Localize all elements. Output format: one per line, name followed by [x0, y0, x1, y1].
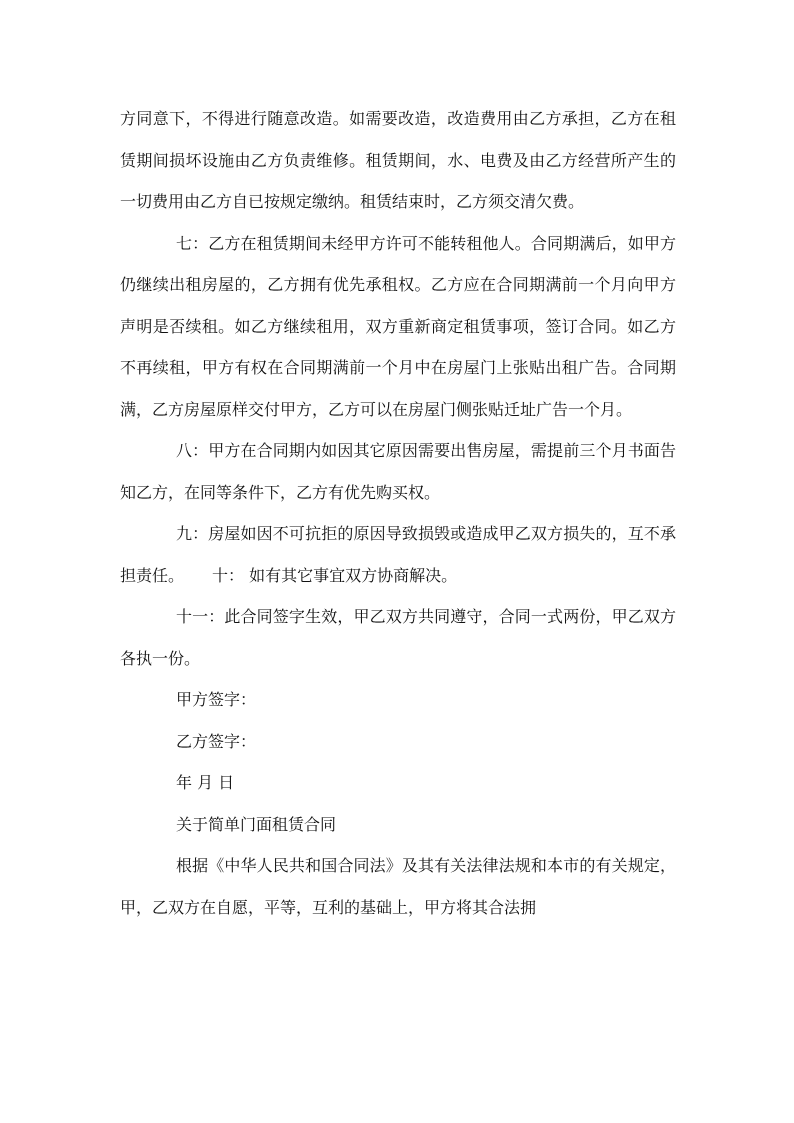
section-title: 关于简单门面租赁合同	[176, 814, 337, 834]
clause-10-text: 十： 如有其它事宜双方协商解决。	[212, 565, 458, 585]
date-line: 年 月 日	[176, 773, 235, 792]
paragraph-preamble: 根据《中华人民共和国合同法》及其有关法律法规和本市的有关规定，甲，乙双方在自愿，平等，互利的基础上，甲方将其合法拥	[120, 856, 676, 917]
party-b-signature-line: 乙方签字：	[176, 731, 257, 751]
paragraph-clause-9-10	[120, 513, 676, 596]
clause-9-text: 九：房屋如因不可抗拒的原因导致损毁或造成甲乙双方损失的，互不承担责任。	[120, 524, 676, 585]
party-a-signature-line: 甲方签字：	[176, 690, 257, 709]
document-body	[120, 98, 676, 928]
paragraph-continuation: 方同意下，不得进行随意改造。如需要改造，改造费用由乙方承担，乙方在租赁期间损坏设施由乙方负责维修。租赁期间，水、电费及由乙方经营所产生的一切费用由乙方自已按规定缴纳。租赁结束时，乙方须交清欠费。	[120, 109, 676, 211]
paragraph-clause-7: 七：乙方在租赁期间未经甲方许可不能转租他人。合同期满后，如甲方仍继续出租房屋的，乙方拥有优先承租权。乙方应在合同期满前一个月向甲方声明是否续租。如乙方继续租用，双方重新商定租赁事项，签订合同。如乙方不再续租，甲方有权在合同期满前一个月中在房屋门上张贴出租广告。合同期满，乙方房屋原样交付甲方，乙方可以在房屋门侧张贴迁址广告一个月。	[120, 233, 676, 419]
paragraph-clause-8: 八：甲方在合同期内如因其它原因需要出售房屋，需提前三个月书面告知乙方，在同等条件下，乙方有优先购买权。	[120, 441, 676, 502]
paragraph-clause-11: 十一：此合同签字生效，甲乙双方共同遵守，合同一式两份，甲乙双方各执一份。	[120, 607, 676, 668]
